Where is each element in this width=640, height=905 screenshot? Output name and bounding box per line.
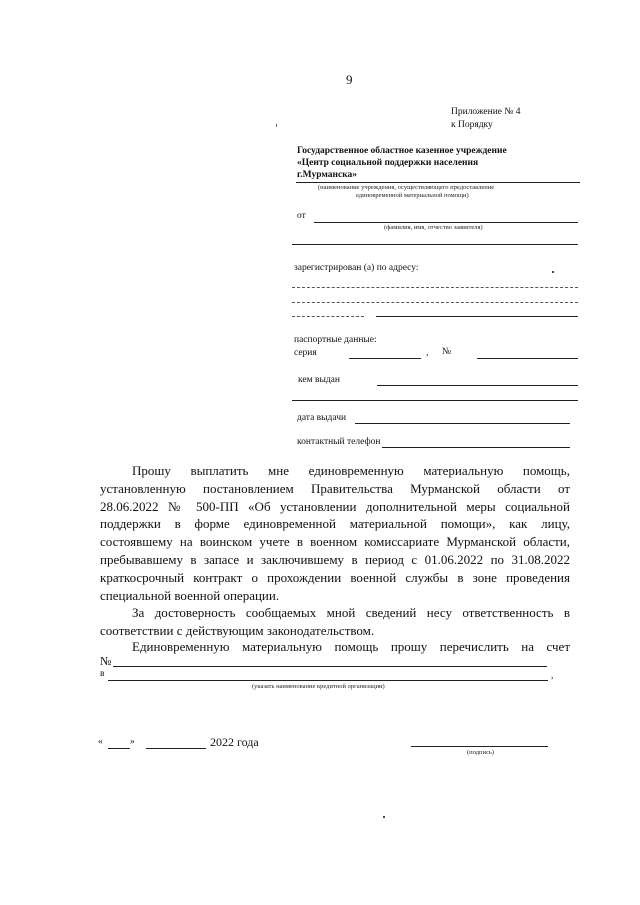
passport-number-field[interactable] — [477, 358, 578, 359]
signature-field[interactable] — [411, 746, 548, 747]
from-caption: (фамилия, имя, отчество заявителя) — [384, 224, 483, 231]
request-line: установленную постановлением Правительства Мурманской области от — [100, 480, 570, 496]
passport-issued-by-field-2[interactable] — [292, 400, 578, 401]
request-line: специальной военной операции. — [100, 587, 280, 603]
date-year-text: 2022 года — [210, 735, 259, 749]
date-month-field[interactable] — [146, 748, 206, 749]
passport-issued-by-field[interactable] — [377, 385, 578, 386]
request-line: 28.06.2022 № 500-ПП «Об установлении дополнительной меры социальной — [100, 498, 570, 514]
appendix-line-2: к Порядку — [451, 120, 493, 130]
from-field[interactable] — [314, 222, 578, 223]
transfer-paragraph — [100, 638, 570, 656]
page-number: 9 — [346, 72, 353, 87]
passport-issue-date-field[interactable] — [355, 423, 570, 424]
date-close-quote: » — [130, 737, 135, 747]
institution-caption-1: (наименование учреждения, осуществляющего предоставление — [318, 184, 495, 191]
institution-line-2: «Центр социальной поддержки населения — [297, 158, 479, 168]
passport-label: паспортные данные: — [294, 335, 377, 345]
request-line: пребывавшему в запасе и заключившему в период с 01.06.2022 по 31.08.2022 — [100, 551, 570, 567]
institution-line-1: Государственное областное казенное учреждение — [297, 146, 507, 156]
transfer-line: Единовременную материальную помощь прошу перечислить на счет — [132, 639, 570, 654]
date-day-field[interactable] — [108, 748, 130, 749]
passport-comma: , — [426, 348, 429, 358]
bank-field-tail: , — [551, 671, 554, 681]
scan-speck — [276, 124, 277, 127]
bank-field[interactable] — [108, 680, 548, 681]
appendix-line-1: Приложение № 4 — [451, 107, 521, 117]
address-field-3a[interactable] — [292, 316, 364, 317]
bank-label: в — [100, 669, 105, 679]
address-field-1[interactable] — [292, 287, 578, 288]
passport-series-field[interactable] — [349, 358, 421, 359]
scan-speck — [552, 271, 554, 273]
request-line: краткосрочный контракт о прохождении военной службы в зоне проведения — [100, 569, 570, 585]
passport-series-label: серия — [294, 348, 317, 358]
passport-issue-date-label: дата выдачи — [297, 413, 347, 423]
institution-caption-2: единовременной материальной помощи) — [356, 192, 469, 199]
account-field[interactable] — [113, 666, 547, 667]
request-line: Прошу выплатить мне единовременную материальную помощь, — [132, 463, 570, 478]
address-field-3b[interactable] — [376, 316, 578, 317]
scan-speck — [383, 816, 385, 818]
account-label: № — [100, 654, 112, 668]
request-paragraph — [100, 462, 570, 604]
request-line: состоявшему на воинском учете в военном комиссариате Мурманской области, — [100, 534, 570, 550]
phone-field[interactable] — [382, 447, 570, 448]
from-field-2[interactable] — [292, 244, 578, 245]
institution-line-3: г.Мурманска» — [297, 170, 358, 180]
bank-caption: (указать наименование кредитной организации) — [252, 683, 385, 690]
passport-issued-by-label: кем выдан — [298, 375, 340, 385]
from-label: от — [297, 211, 306, 221]
signature-caption: (подпись) — [467, 749, 494, 756]
responsibility-line: соответствии с действующим законодательством. — [100, 622, 375, 638]
date-open-quote: « — [98, 737, 103, 747]
address-label: зарегистрирован (а) по адресу: — [294, 263, 419, 273]
phone-label: контактный телефон — [297, 437, 381, 447]
request-line: поддержки в форме единовременной материальной помощи», как лицу, — [100, 516, 570, 532]
responsibility-line: За достоверность сообщаемых мной сведений несу ответственность в — [132, 605, 570, 620]
passport-number-label: № — [442, 347, 452, 357]
institution-underline — [296, 182, 580, 183]
address-field-2[interactable] — [292, 302, 578, 303]
responsibility-paragraph — [100, 604, 570, 640]
